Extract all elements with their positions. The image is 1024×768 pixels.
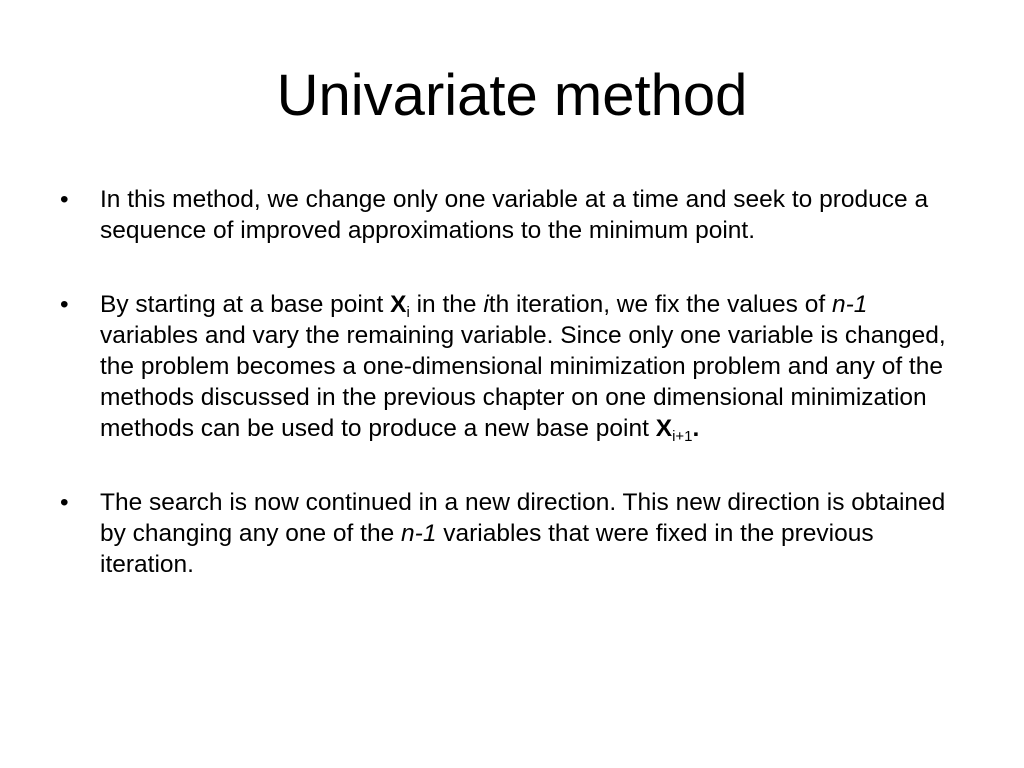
bullet-item-3	[60, 487, 965, 580]
vector-x-symbol: X	[655, 415, 673, 442]
subscript-i: i	[406, 304, 410, 321]
vector-x-symbol: X	[390, 291, 407, 318]
bullet-item-1	[60, 184, 965, 246]
bullet-text-part: in the	[409, 291, 484, 318]
bullet-text-part: variables and vary the remaining variable. Since only one variable is changed, the problem becomes a one-dimensional minimization problem and any of the methods discussed in the previous chapter on one dimensional minimization methods can be used to produce a new base point	[100, 322, 946, 442]
bullet-marker: •	[60, 291, 69, 318]
bullet-text-part: th iteration, we fix the values of	[488, 291, 832, 318]
italic-n-minus-1: n-1	[831, 291, 868, 318]
bullet-marker: •	[60, 489, 69, 516]
italic-i: i	[483, 291, 489, 318]
bullet-text-part: .	[692, 415, 700, 442]
bullet-text: In this method, we change only one variable at a time and seek to produce a sequence of improved approximations to the minimum point.	[100, 186, 929, 244]
bullet-text-part: By starting at a base point	[100, 291, 391, 318]
slide-title: Univariate method	[276, 63, 748, 128]
italic-n-minus-1: n-1	[401, 520, 437, 547]
bullet-text-part: variables that were fixed in the previous iteration.	[100, 520, 874, 578]
bullet-list	[60, 184, 965, 623]
bullet-text-part: The search is now continued in a new direction. This new direction is obtained by changing any one of the	[100, 489, 946, 547]
bullet-item-2	[60, 289, 965, 444]
bullet-marker: •	[60, 186, 69, 213]
subscript-i-plus-1: i+1	[672, 428, 693, 445]
